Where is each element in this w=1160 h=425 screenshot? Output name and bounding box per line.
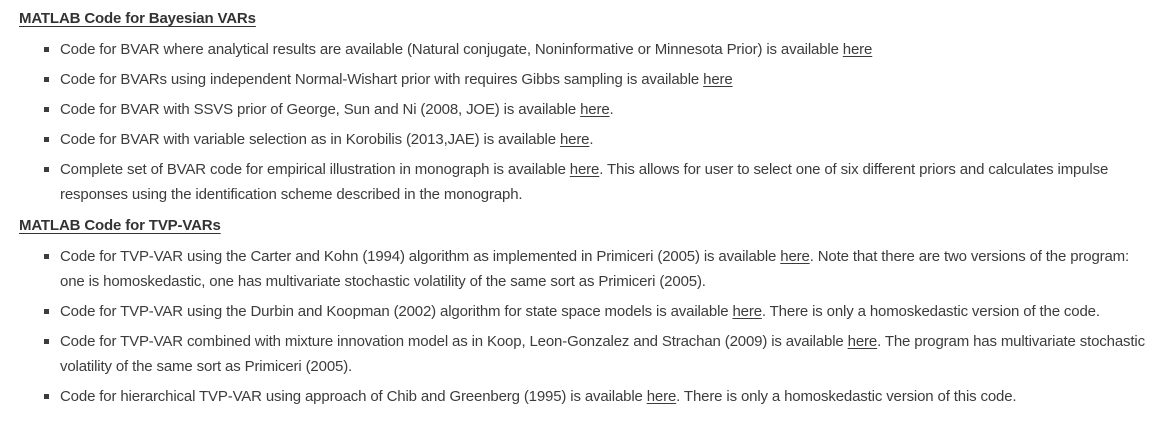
section-heading: MATLAB Code for TVP-VARs — [19, 217, 221, 234]
item-text: Complete set of BVAR code for empirical illustration in monograph is available — [60, 161, 570, 178]
item-text: . The program has multivariate stochastic volatility of the same sort as Primiceri (2005). — [60, 333, 1145, 375]
item-text: Code for TVP-VAR using the Carter and Kohn (1994) algorithm as implemented in Primiceri (2005) is available — [60, 248, 781, 265]
here-link[interactable]: here — [780, 248, 810, 265]
list-item — [60, 67, 1152, 92]
item-text: . There is only a homoskedastic version of this code. — [676, 388, 1017, 405]
here-link[interactable]: here — [703, 71, 733, 88]
section-list — [19, 37, 1152, 207]
here-link[interactable]: here — [847, 333, 878, 350]
square-bullet-icon — [44, 254, 49, 259]
item-text: Code for BVARs using independent Normal-Wishart prior with requires Gibbs sampling is available — [60, 71, 704, 88]
here-link[interactable]: here — [569, 161, 600, 178]
section-heading: MATLAB Code for Bayesian VARs — [19, 10, 256, 27]
square-bullet-icon — [44, 107, 49, 112]
list-item — [60, 127, 1152, 152]
list-item — [60, 157, 1152, 207]
item-text: . Note that there are two versions of the program: one is homoskedastic, one has multivariate stochastic volatility of the same sort as Primiceri (2005). — [60, 248, 1130, 290]
list-item — [60, 97, 1152, 122]
item-text: . There is only a homoskedastic version of the code. — [761, 303, 1100, 320]
list-item — [60, 37, 1152, 62]
section-list — [19, 244, 1152, 409]
here-link[interactable]: here — [732, 303, 762, 320]
item-text: Code for TVP-VAR combined with mixture innovation model as in Koop, Leon-Gonzalez and Strachan (2009) is available — [60, 333, 848, 350]
content — [19, 6, 1152, 409]
item-text: Code for BVAR with SSVS prior of George, Sun and Ni (2008, JOE) is available — [60, 101, 581, 118]
item-text: . — [589, 131, 594, 148]
square-bullet-icon — [44, 309, 49, 314]
list-item — [60, 329, 1152, 379]
item-text: Code for BVAR with variable selection as in Korobilis (2013,JAE) is available — [60, 131, 560, 148]
list-item — [60, 244, 1152, 294]
item-text: . — [609, 101, 614, 118]
square-bullet-icon — [44, 77, 49, 82]
here-link[interactable]: here — [842, 41, 873, 58]
item-text: . This allows for user to select one of six different priors and calculates impulse responses using the identification scheme described in the monograph. — [60, 161, 1109, 203]
square-bullet-icon — [44, 167, 49, 172]
here-link[interactable]: here — [646, 388, 677, 405]
item-text: Code for BVAR where analytical results are available (Natural conjugate, Noninformative or Minnesota Prior) is available — [60, 41, 843, 58]
square-bullet-icon — [44, 394, 49, 399]
square-bullet-icon — [44, 47, 49, 52]
square-bullet-icon — [44, 339, 49, 344]
item-text: Code for hierarchical TVP-VAR using approach of Chib and Greenberg (1995) is available — [60, 388, 647, 405]
list-item — [60, 384, 1152, 409]
here-link[interactable]: here — [559, 131, 590, 148]
here-link[interactable]: here — [580, 101, 610, 118]
item-text: Code for TVP-VAR using the Durbin and Koopman (2002) algorithm for state space models is available — [60, 303, 733, 320]
list-item — [60, 299, 1152, 324]
square-bullet-icon — [44, 137, 49, 142]
